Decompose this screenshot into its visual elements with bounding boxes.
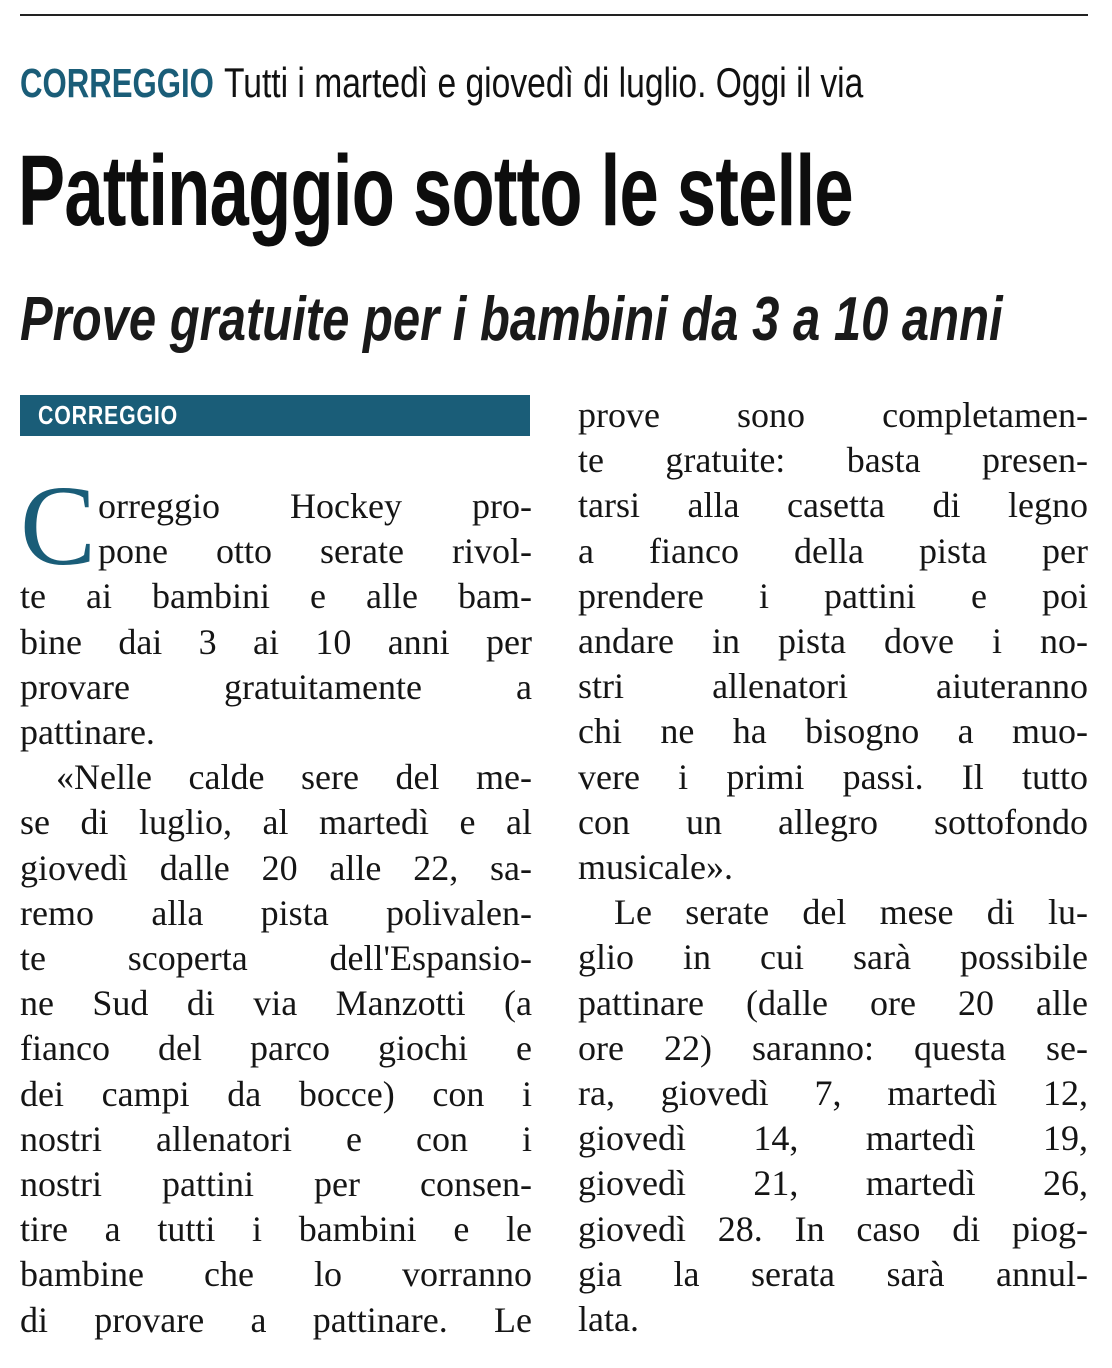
- body-line: te ai bambini e alle bam-: [20, 576, 532, 617]
- body-line: giovedì 14, martedì 19,: [578, 1118, 1088, 1159]
- kicker: [20, 58, 1090, 118]
- body-line: giovedì 21, martedì 26,: [578, 1163, 1088, 1204]
- headline: Pattinaggio sotto le stelle: [18, 135, 853, 247]
- body-line: Le serate del mese di lu-: [614, 892, 1088, 933]
- body-line: con un allegro sottofondo: [578, 801, 1088, 842]
- top-rule: [20, 14, 1088, 16]
- article-column-left: [20, 462, 532, 1343]
- body-line: se di luglio, al martedì e al: [20, 802, 532, 843]
- body-line: te scoperta dell'Espansio-: [20, 938, 532, 979]
- body-line: lata.: [578, 1299, 639, 1340]
- body-line: te gratuite: basta presen-: [578, 440, 1088, 481]
- body-line: di provare a pattinare. Le: [20, 1299, 532, 1340]
- body-line: provare gratuitamente a: [20, 666, 532, 707]
- body-line: musicale».: [578, 847, 733, 888]
- body-line: «Nelle calde sere del me-: [56, 757, 532, 798]
- body-line: tarsi alla casetta di legno: [578, 485, 1088, 526]
- body-line: bine dai 3 ai 10 anni per: [20, 621, 532, 662]
- body-line: pattinare.: [20, 712, 155, 753]
- body-line: bambine che lo vorranno: [20, 1254, 532, 1295]
- body-line: ore 22) saranno: questa se-: [578, 1027, 1088, 1068]
- section-bar-label: CORREGGIO: [38, 400, 179, 430]
- body-line: ra, giovedì 7, martedì 12,: [578, 1073, 1088, 1114]
- drop-cap: C: [20, 462, 97, 589]
- article-column-right: [578, 393, 1088, 1342]
- kicker-text: Tutti i martedì e giovedì di luglio. Oggi il via: [223, 59, 863, 106]
- body-line: glio in cui sarà possibile: [578, 937, 1088, 978]
- body-line: andare in pista dove i no-: [578, 621, 1088, 662]
- body-line: gia la serata sarà annul-: [578, 1253, 1088, 1294]
- body-line: nostri allenatori e con i: [20, 1118, 532, 1159]
- body-line: pattinare (dalle ore 20 alle: [578, 982, 1088, 1023]
- kicker-location-tag: CORREGGIO: [20, 60, 214, 106]
- body-line: pone otto serate rivol-: [98, 531, 532, 572]
- body-line: nostri pattini per consen-: [20, 1164, 532, 1205]
- body-line: giovedì dalle 20 alle 22, sa-: [20, 847, 532, 888]
- section-bar: [20, 395, 530, 436]
- body-line: ne Sud di via Manzotti (a: [20, 983, 532, 1024]
- subtitle: Prove gratuite per i bambini da 3 a 10 anni: [20, 285, 1003, 354]
- body-line: vere i primi passi. Il tutto: [578, 756, 1088, 797]
- body-line: a fianco della pista per: [578, 530, 1088, 571]
- body-line: giovedì 28. In caso di piog-: [578, 1208, 1088, 1249]
- body-line: remo alla pista polivalen-: [20, 892, 532, 933]
- body-line: orreggio Hockey pro-: [98, 486, 532, 526]
- body-line: dei campi da bocce) con i: [20, 1073, 532, 1114]
- body-line: chi ne ha bisogno a muo-: [578, 711, 1088, 752]
- body-line: prove sono completamen-: [578, 395, 1088, 435]
- body-line: prendere i pattini e poi: [578, 575, 1088, 616]
- body-line: stri allenatori aiuteranno: [578, 666, 1088, 707]
- body-line: fianco del parco giochi e: [20, 1028, 532, 1069]
- body-line: tire a tutti i bambini e le: [20, 1209, 532, 1250]
